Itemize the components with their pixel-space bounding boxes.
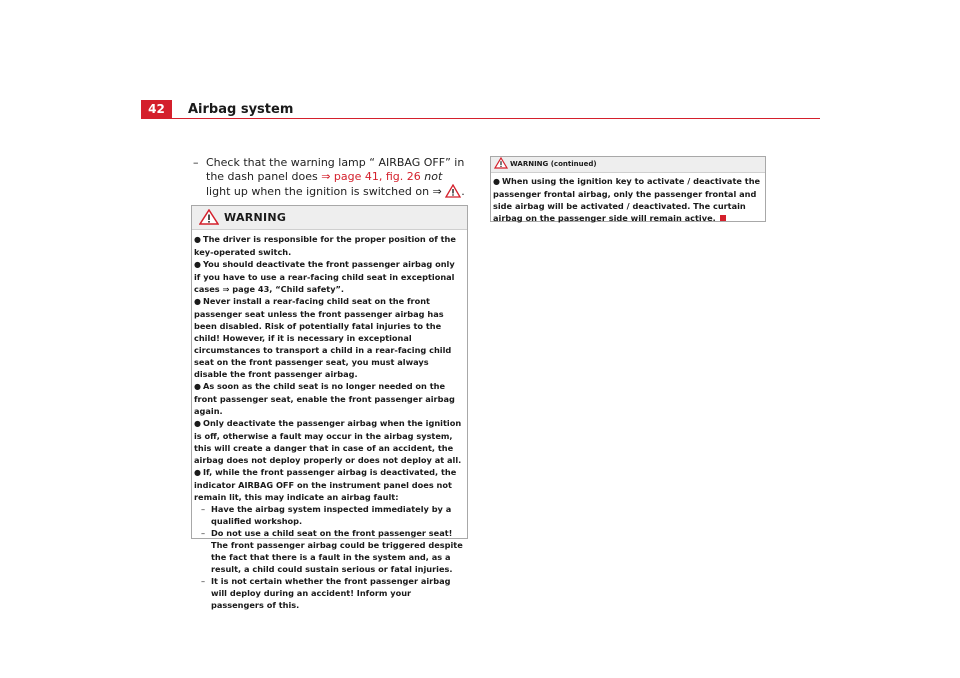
header-rule: [141, 118, 820, 119]
instruction-step: [193, 156, 468, 199]
page-link[interactable]: page 41, fig. 26: [330, 170, 425, 183]
warning-item-text: When using the ignition key to activate / deactivate the passenger frontal airbag, only the passenger frontal and side airbag will be activated / deactivated. The curtain airbag on the passenger side will remain active.: [493, 176, 761, 223]
warning-header: [192, 206, 467, 230]
warning-item: [194, 233, 463, 258]
bullet-icon: ●: [194, 235, 201, 244]
warning-body: [192, 230, 467, 611]
warning-subitem-text: Have the airbag system inspected immediately by a qualified workshop.: [211, 504, 452, 526]
bullet-icon: ●: [194, 468, 201, 477]
warning-subitem-text: It is not certain whether the front passenger airbag will deploy during an accident! Inform your passengers of this.: [211, 576, 451, 610]
warning-item: [194, 466, 463, 503]
warning-continued-body: [491, 173, 765, 224]
step-dash: –: [193, 156, 199, 169]
warning-subitem: [194, 527, 463, 575]
page-title: Airbag system: [188, 102, 294, 117]
warning-triangle-icon: [494, 157, 508, 169]
bullet-icon: ●: [194, 297, 201, 306]
warning-item-text: Only deactivate the passenger airbag when the ignition is off, otherwise a fault may occur in the airbag system, this will create a danger that in case of an accident, the airbag does not deploy properly or does not deploy at all.: [194, 418, 462, 465]
warning-item: [194, 380, 463, 417]
step-text: Check that the warning lamp “ AIRBAG OFF” in the dash panel does: [206, 156, 465, 183]
warning-item: [194, 417, 463, 466]
bullet-icon: ●: [194, 382, 201, 391]
warning-box: [191, 205, 468, 610]
page-number: 42: [141, 100, 172, 119]
warning-item: [194, 295, 463, 380]
warning-item-text: As soon as the child seat is no longer needed on the front passenger seat, enable the front passenger airbag again.: [194, 381, 455, 416]
step-text-after: light up when the ignition is switched on ⇒: [206, 185, 442, 198]
warning-triangle-icon: [445, 184, 461, 198]
warning-item-text: If, while the front passenger airbag is deactivated, the indicator AIRBAG OFF on the instrument panel does not remain lit, this may indicate an airbag fault:: [194, 467, 457, 502]
warning-continued-header: [491, 157, 765, 173]
warning-title: WARNING: [224, 211, 287, 224]
warning-item-text: You should deactivate the front passenger airbag only if you have to use a rear-facing child seat in exceptional cases ⇒ page 43, “Child safety”.: [194, 259, 455, 294]
bullet-icon: ●: [194, 260, 201, 269]
sub-dash: –: [201, 504, 206, 514]
warning-continued-box: [490, 156, 766, 222]
warning-continued-title: WARNING (continued): [510, 160, 597, 168]
warning-subitem: [194, 503, 463, 527]
page-link-arrow[interactable]: ⇒: [321, 170, 331, 183]
warning-item: [493, 175, 761, 224]
warning-item-text: The driver is responsible for the proper position of the key-operated switch.: [194, 234, 456, 257]
step-end: .: [461, 185, 465, 198]
sub-dash: –: [201, 576, 206, 586]
end-square-icon: [720, 215, 726, 221]
warning-subitem: [194, 575, 463, 611]
warning-triangle-icon: [199, 209, 219, 225]
bullet-icon: ●: [493, 177, 500, 186]
step-emphasis: not: [424, 170, 443, 183]
bullet-icon: ●: [194, 419, 201, 428]
warning-item-text: Never install a rear-facing child seat on the front passenger seat unless the front passenger airbag has been disabled. Risk of potentially fatal injuries to the child! However, if it is necessary in exceptional circumstances to transport a child in a rear-facing child seat on the front passenger seat, you must always disable the front passenger airbag.: [194, 296, 452, 379]
sub-dash: –: [201, 528, 206, 538]
warning-item: [194, 258, 463, 295]
warning-subitem-text: Do not use a child seat on the front passenger seat! The front passenger airbag could be triggered despite the fact that there is a fault in the system and, as a result, a child could sustain serious or fatal injuries.: [211, 528, 463, 574]
